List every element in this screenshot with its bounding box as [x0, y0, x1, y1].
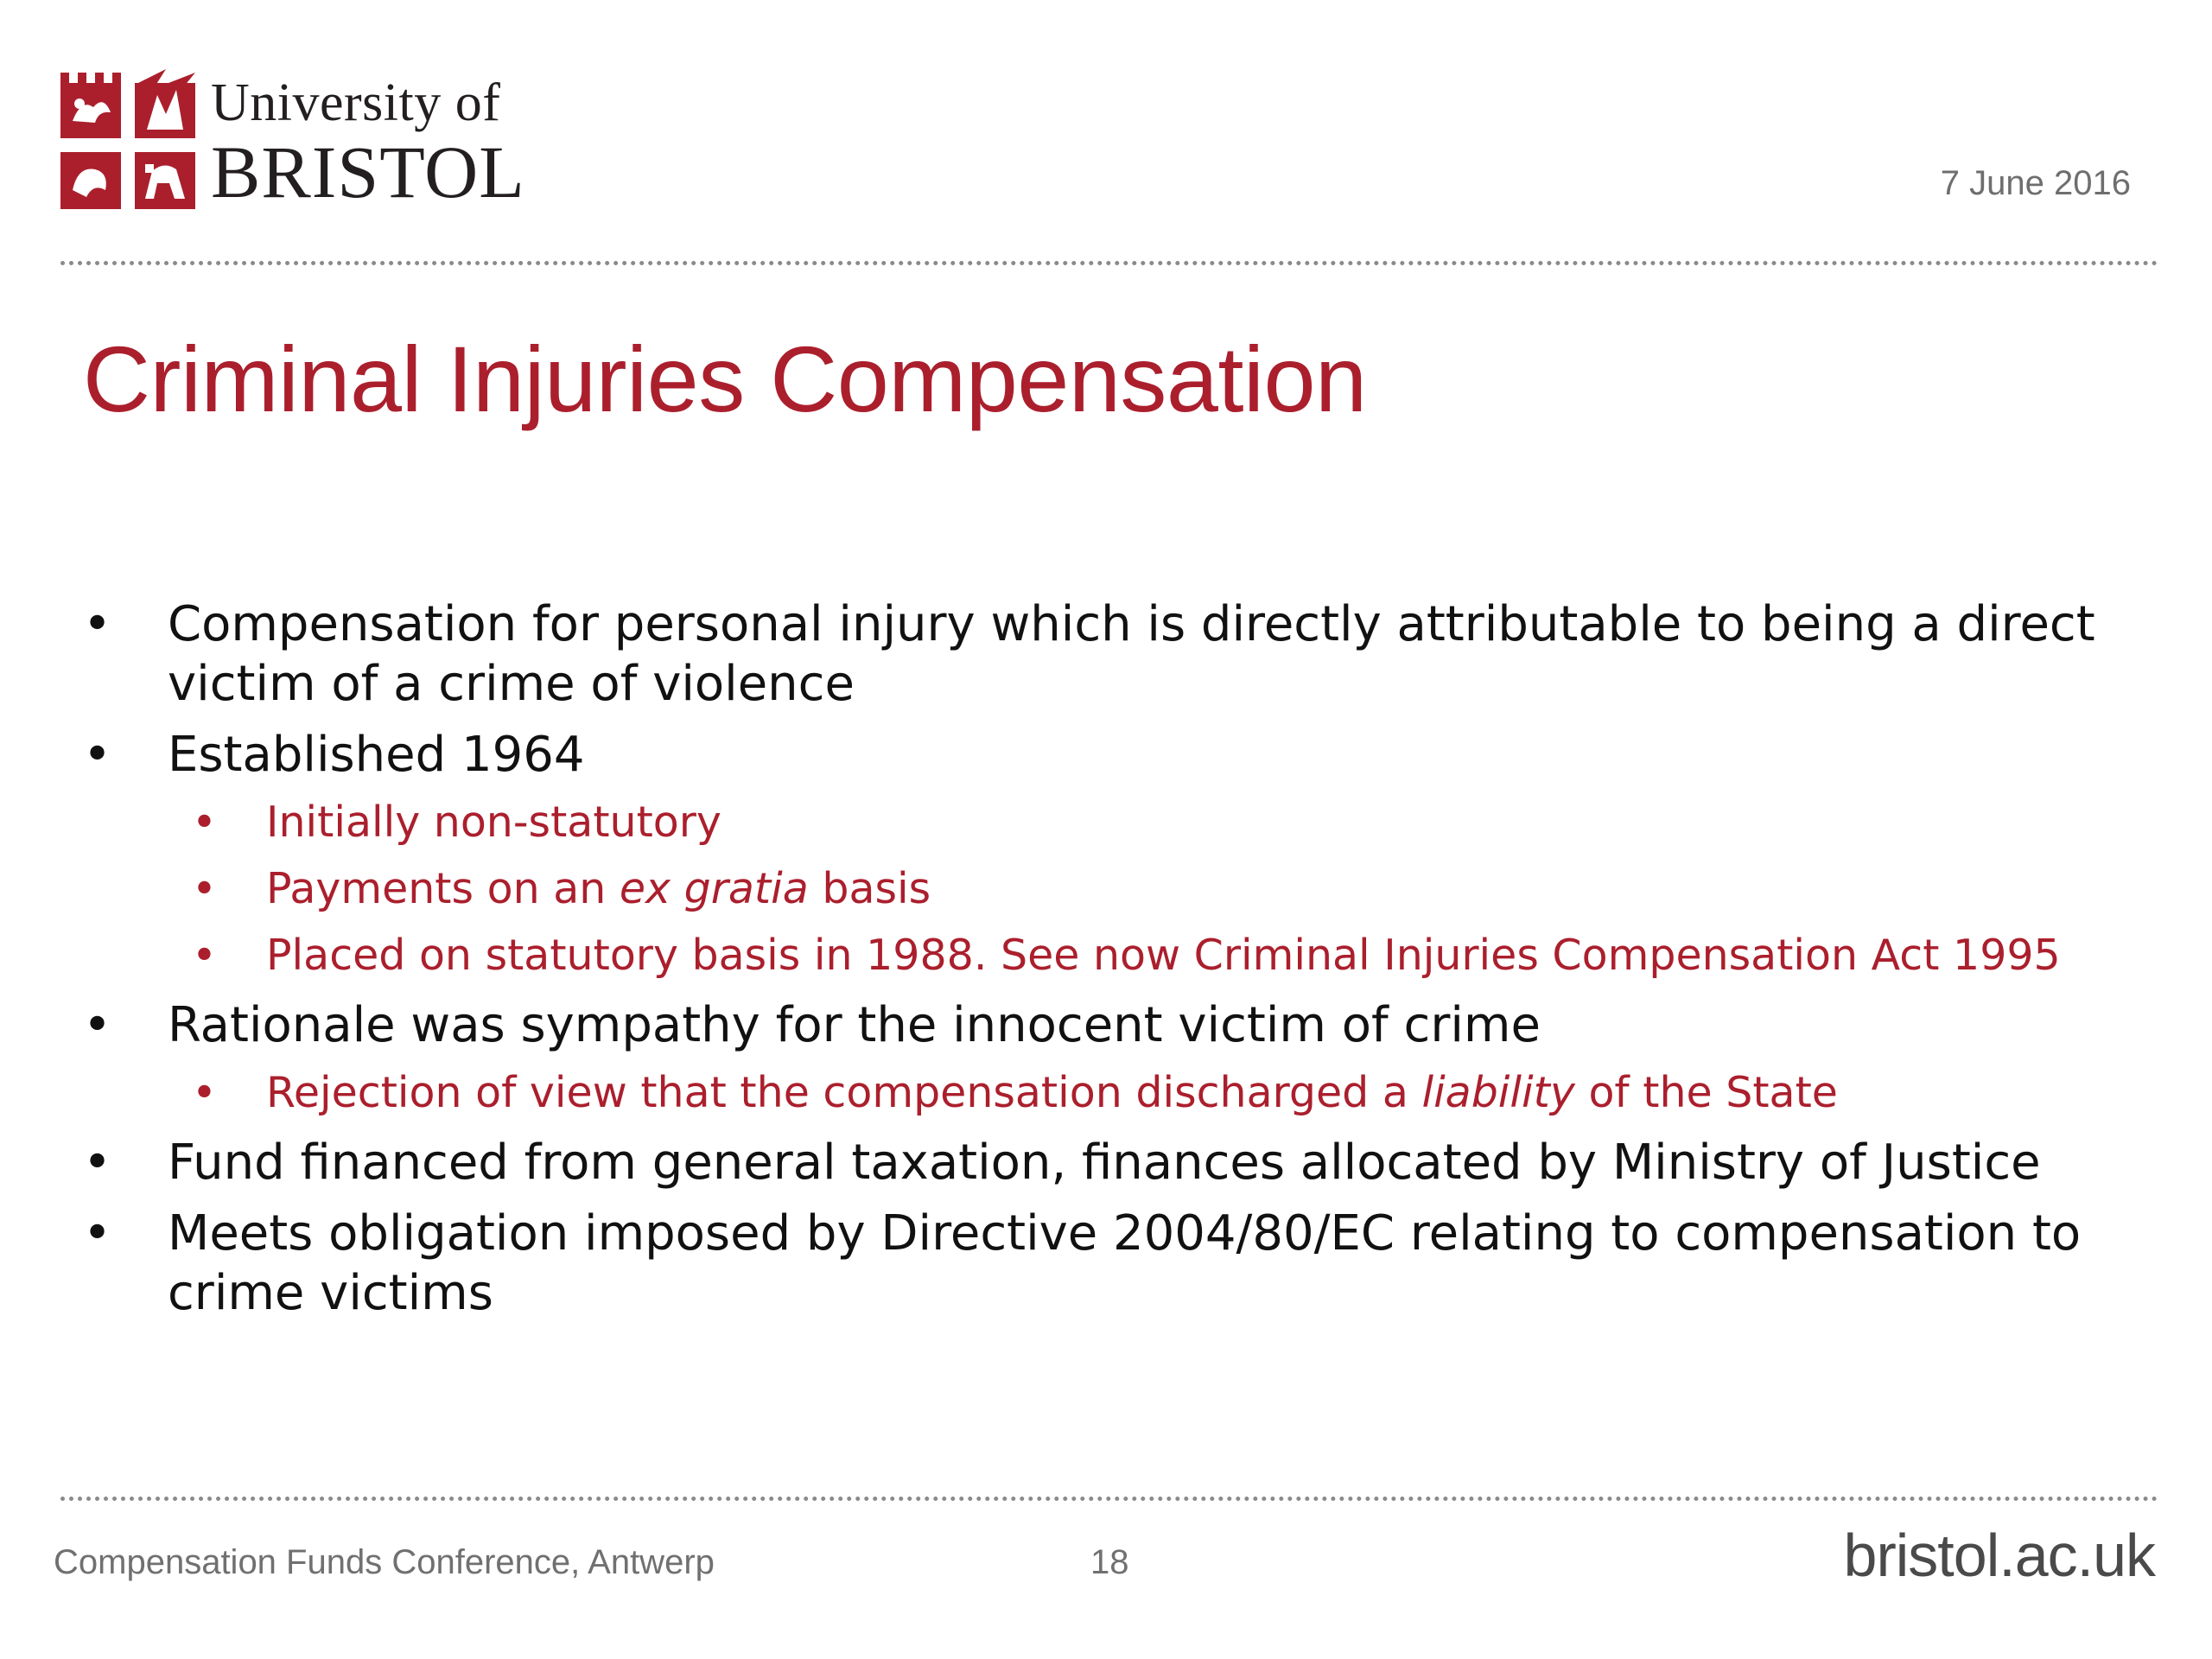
slide-date: 7 June 2016	[1940, 164, 2131, 202]
bullet-text: Established 1964	[168, 727, 585, 783]
sub-bullet-text-after: of the State	[1574, 1068, 1838, 1117]
bullet-dot-icon: •	[192, 798, 217, 847]
slide-title: Criminal Injuries Compensation	[83, 327, 1367, 431]
bullet-text: Meets obligation imposed by Directive 2004/80/EC relating to compensation to crime victims	[168, 1205, 2082, 1321]
sub-bullet-emphasis: ex gratia	[619, 864, 809, 913]
bristol-crest-icon	[60, 69, 195, 209]
logo-line-bristol: BRISTOL	[211, 130, 525, 213]
bullet-item	[83, 995, 2139, 1055]
footer-url: bristol.ac.uk	[1843, 1522, 2155, 1589]
bullet-dot-icon: •	[83, 997, 112, 1053]
bullet-item	[83, 1133, 2139, 1192]
sub-bullet-item	[83, 796, 2139, 849]
sub-bullet-emphasis: liability	[1421, 1068, 1575, 1117]
sub-bullet-item	[83, 862, 2139, 916]
bullet-list	[83, 594, 2139, 1334]
sub-bullet-text-before: Payments on an	[266, 864, 620, 913]
bullet-dot-icon: •	[192, 931, 217, 980]
bullet-item	[83, 725, 2139, 785]
logo-wordmark	[211, 73, 525, 213]
header-divider	[60, 261, 2158, 265]
sub-bullet-text-after: basis	[808, 864, 931, 913]
bullet-dot-icon: •	[192, 1068, 217, 1117]
footer-divider	[60, 1497, 2158, 1501]
bullet-dot-icon: •	[83, 1205, 112, 1262]
bullet-item	[83, 1204, 2139, 1323]
bullet-text: Compensation for personal injury which is directly attributable to being a direct victim of a crime of violence	[168, 596, 2095, 712]
sub-bullet-item	[83, 929, 2139, 982]
sub-bullet-text: Placed on statutory basis in 1988. See now Criminal Injuries Compensation Act 1995	[266, 931, 2061, 980]
bullet-dot-icon: •	[83, 596, 112, 652]
university-logo	[60, 69, 544, 216]
footer-conference-label: Compensation Funds Conference, Antwerp	[54, 1543, 715, 1581]
bullet-item	[83, 594, 2139, 714]
page-number: 18	[1090, 1543, 1129, 1581]
logo-line-university-of: University of	[211, 73, 501, 132]
bullet-dot-icon: •	[83, 1135, 112, 1191]
sub-bullet-text: Initially non-statutory	[266, 798, 721, 847]
bullet-text: Rationale was sympathy for the innocent victim of crime	[168, 997, 1541, 1053]
bullet-dot-icon: •	[83, 727, 112, 783]
bullet-dot-icon: •	[192, 864, 217, 913]
sub-bullet-item	[83, 1066, 2139, 1120]
bullet-text: Fund financed from general taxation, finances allocated by Ministry of Justice	[168, 1135, 2041, 1191]
sub-bullet-text-before: Rejection of view that the compensation discharged a	[266, 1068, 1422, 1117]
